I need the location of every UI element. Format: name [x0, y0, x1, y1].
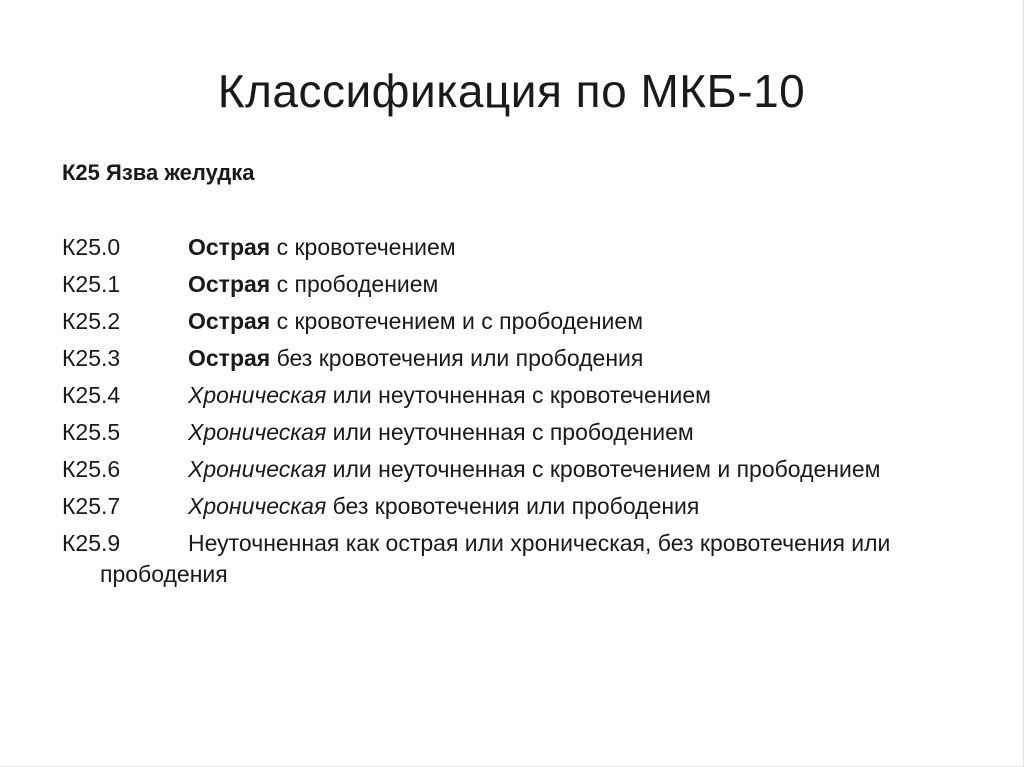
entry-code: К25.7	[62, 493, 121, 519]
entry-code: К25.4	[62, 382, 121, 408]
entry-code: К25.1	[62, 271, 121, 297]
entry-description: с прободением	[270, 271, 439, 297]
entry-description: без кровотечения или прободения	[326, 493, 700, 519]
entry-description: или неуточненная с прободением	[326, 419, 694, 445]
entry-term: Острая	[188, 234, 271, 260]
entry-code: К25.6	[62, 456, 121, 482]
entry-description: с кровотечением	[270, 234, 456, 260]
list-item	[62, 491, 942, 522]
entry-term: Острая	[188, 308, 271, 334]
entry-term: Хроническая	[188, 493, 327, 519]
list-item	[62, 417, 942, 448]
entry-code: К25.3	[62, 345, 121, 371]
list-item	[62, 528, 942, 590]
list-item	[62, 232, 942, 263]
entry-term: Острая	[188, 271, 271, 297]
list-item	[62, 380, 942, 411]
list-item	[62, 269, 942, 300]
entry-code: К25.9	[62, 530, 121, 556]
entry-description: или неуточненная с кровотечением и прободением	[326, 456, 881, 482]
entry-description: с кровотечением и с прободением	[270, 308, 644, 334]
classification-list	[62, 232, 942, 596]
entry-term: Хроническая	[188, 419, 327, 445]
entry-description: без кровотечения или прободения	[270, 345, 644, 371]
slide-title: Классификация по МКБ-10	[217, 65, 806, 117]
entry-code: К25.5	[62, 419, 121, 445]
entry-description: Неуточненная как острая или хроническая, без кровотечения или прободения	[100, 530, 891, 587]
entry-term: Хроническая	[188, 382, 327, 408]
entry-term: Острая	[188, 345, 271, 371]
entry-description: или неуточненная с кровотечением	[326, 382, 711, 408]
entry-code: К25.2	[62, 308, 121, 334]
section-heading: К25 Язва желудка	[62, 160, 255, 185]
entry-term: Хроническая	[188, 456, 327, 482]
list-item	[62, 343, 942, 374]
entry-code: К25.0	[62, 234, 121, 260]
list-item	[62, 306, 942, 337]
list-item	[62, 454, 942, 485]
